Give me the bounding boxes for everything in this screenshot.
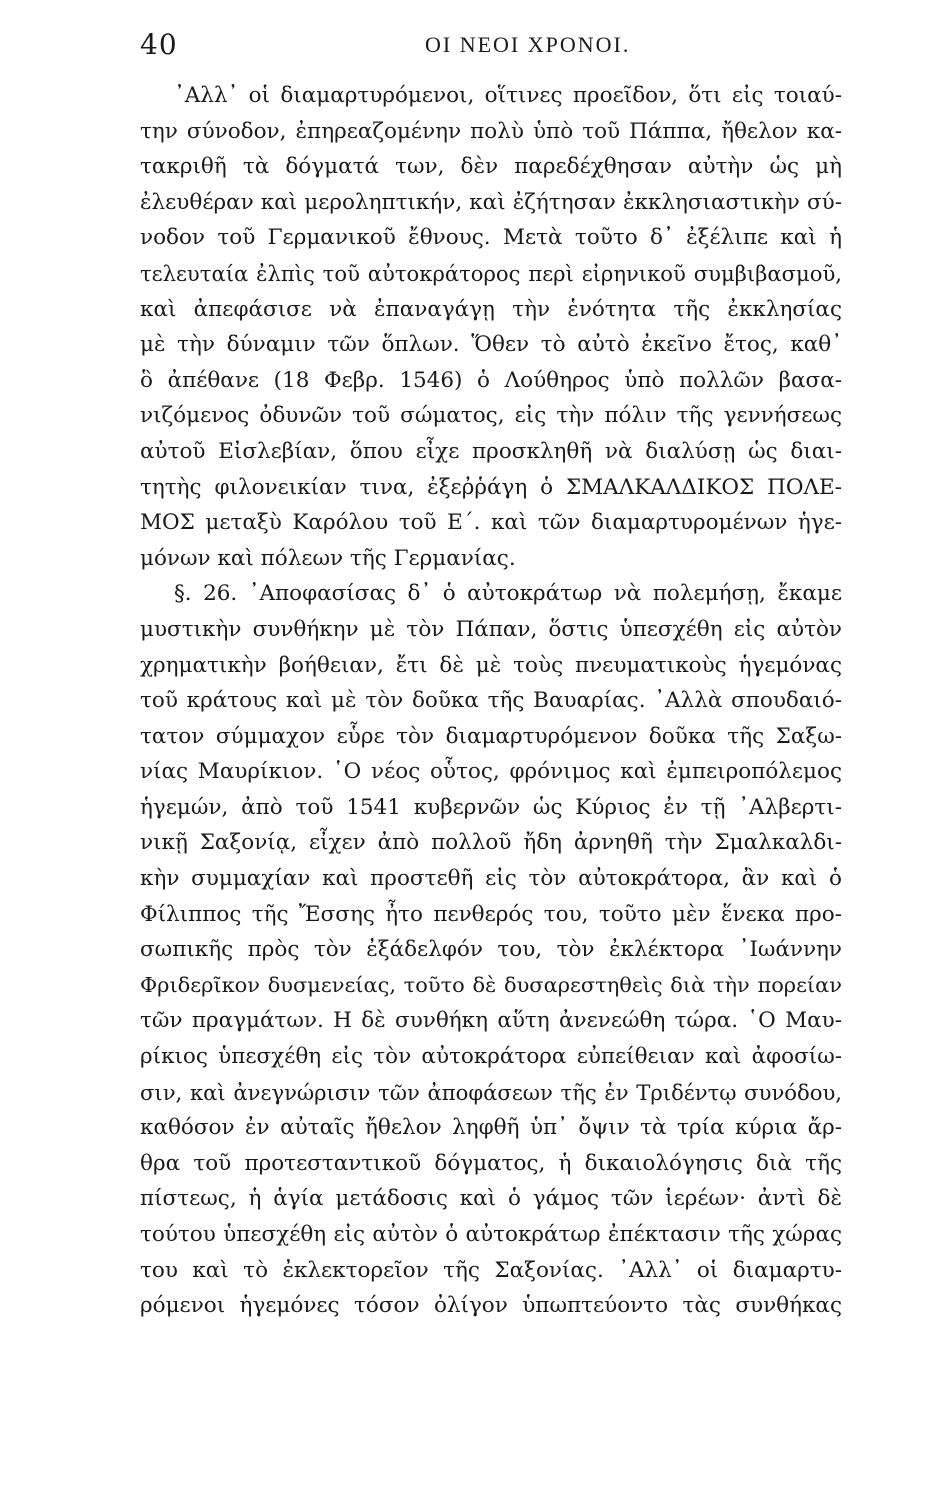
text-line: Φριδερῖκον δυσμενείας, τοῦτο δὲ δυσαρεστηθεὶς διὰ τὴν πορείαν [140, 972, 842, 997]
text-line: ΜΟΣ μεταξὺ Καρόλου τοῦ Ε΄. καὶ τῶν διαμαρτυρομένων ἡγε- [140, 510, 842, 536]
text-line: καὶ ἀπεφάσισε νὰ ἐπαναγάγῃ τὴν ἑνότητα τῆς ἐκκλησίας [140, 296, 842, 322]
text-line: μὲ τὴν δύναμιν τῶν ὅπλων. Ὅθεν τὸ αὐτὸ ἐκεῖνο ἔτος, καθ᾿ [140, 332, 842, 358]
text-line: θρα τοῦ προτεσταντικοῦ δόγματος, ἡ δικαιολόγησις διὰ τῆς [140, 1150, 842, 1176]
text-line: κὴν συμμαχίαν καὶ προστεθῆ εἰς τὸν αὐτοκράτορα, ἂν καὶ ὁ [140, 866, 842, 892]
text-line: πίστεως, ἡ ἁγία μετάδοσις καὶ ὁ γάμος τῶν ἱερέων· ἀντὶ δὲ [140, 1186, 842, 1212]
text-line: ρόμενοι ἡγεμόνες τόσον ὀλίγον ὑπωπτεύοντο τὰς συνθήκας [140, 1293, 842, 1319]
running-head: ΟΙ ΝΕΟΙ ΧΡΟΝΟΙ. [425, 32, 631, 57]
body-text [140, 78, 842, 1324]
text-line: νοδον τοῦ Γερμανικοῦ ἔθνους. Μετὰ τοῦτο δ᾿ ἐξέλιπε καὶ ἡ [140, 225, 842, 251]
text-line: τούτου ὑπεσχέθη εἰς αὐτὸν ὁ αὐτοκράτωρ ἐπέκτασιν τῆς χώρας [140, 1222, 842, 1247]
text-line: τελευταία ἐλπὶς τοῦ αὐτοκράτορος περὶ εἰρηνικοῦ συμβιβασμοῦ, [140, 260, 842, 286]
page-header [140, 28, 840, 68]
text-line: την σύνοδον, ἐπηρεαζομένην πολὺ ὑπὸ τοῦ Πάππα, ἤθελον κα- [140, 118, 842, 144]
text-line: αὐτοῦ Εἰσλεβίαν, ὅπου εἶχε προσκληθῆ νὰ διαλύσῃ ὡς διαι- [140, 438, 842, 464]
text-line: τῶν πραγμάτων. Η δὲ συνθήκη αὕτη ἀνενεώθη τώρα. ῾Ο Μαυ- [140, 1008, 842, 1034]
text-line: σωπικῆς πρὸς τὸν ἐξάδελφόν του, τὸν ἐκλέκτορα ᾿Ιωάννην [140, 937, 842, 963]
text-line: νικῇ Σαξονίᾳ, εἶχεν ἀπὸ πολλοῦ ἤδη ἀρνηθῆ τὴν Σμαλκαλδι- [140, 830, 842, 856]
text-line: τακριθῆ τὰ δόγματά των, δὲν παρεδέχθησαν αὐτὴν ὡς μὴ [140, 154, 842, 180]
text-line: ᾿Αλλ᾿ οἱ διαμαρτυρόμενοι, οἵτινες προεῖδον, ὅτι εἰς τοιαύ- [174, 83, 842, 108]
text-line: μυστικὴν συνθήκην μὲ τὸν Πάπαν, ὅστις ὑπεσχέθη εἰς αὐτὸν [140, 616, 842, 642]
text-line: καθόσον ἐν αὐταῖς ἤθελον ληφθῆ ὑπ᾿ ὄψιν τὰ τρία κύρια ἄρ- [140, 1115, 842, 1141]
text-line: σιν, καὶ ἀνεγνώρισιν τῶν ἀποφάσεων τῆς ἐν Τριδέντῳ συνόδου, [140, 1079, 842, 1105]
text-line: μόνων καὶ πόλεων τῆς Γερμανίας. [140, 545, 516, 571]
text-line: §. 26. ᾿Αποφασίσας δ᾿ ὁ αὐτοκράτωρ νὰ πολεμήσῃ, ἔκαμε [174, 581, 842, 607]
text-line: νίας Μαυρίκιον. ῾Ο νέος οὗτος, φρόνιμος καὶ ἐμπειροπόλεμος [140, 759, 842, 785]
text-line: ρίκιος ὑπεσχέθη εἰς τὸν αὐτοκράτορα εὐπείθειαν καὶ ἀφοσίω- [140, 1044, 842, 1070]
text-line: του καὶ τὸ ἐκλεκτορεῖον τῆς Σαξονίας. ᾿Αλλ᾿ οἱ διαμαρτυ- [140, 1257, 842, 1283]
text-line: Φίλιππος τῆς Ἔσσης ἦτο πενθερός του, τοῦτο μὲν ἕνεκα προ- [140, 901, 842, 927]
text-line: χρηματικὴν βοήθειαν, ἔτι δὲ μὲ τοὺς πνευματικοὺς ἡγεμόνας [140, 652, 842, 678]
text-line: τητὴς φιλονεικίαν τινα, ἐξεῤῥάγη ὁ ΣΜΑΛΚΑΛΔΙΚΟΣ ΠΟΛΕ- [140, 474, 842, 500]
text-line: νιζόμενος ὀδυνῶν τοῦ σώματος, εἰς τὴν πόλιν τῆς γεννήσεως [140, 403, 842, 429]
text-line: τατον σύμμαχον εὗρε τὸν διαμαρτυρόμενον δοῦκα τῆς Σαξω- [140, 723, 842, 749]
text-line: ἡγεμών, ἀπὸ τοῦ 1541 κυβερνῶν ὡς Κύριος ἐν τῇ ᾿Αλβερτι- [140, 794, 842, 820]
text-line: ἐλευθέραν καὶ μεροληπτικήν, καὶ ἐζήτησαν ἐκκλησιαστικὴν σύ- [140, 189, 842, 215]
text-line: ὃ ἀπέθανε (18 Φεβρ. 1546) ὁ Λούθηρος ὑπὸ πολλῶν βασα- [140, 367, 842, 393]
text-line: τοῦ κράτους καὶ μὲ τὸν δοῦκα τῆς Βαυαρίας. ᾿Αλλὰ σπουδαιό- [140, 688, 842, 714]
page-number: 40 [140, 28, 178, 61]
